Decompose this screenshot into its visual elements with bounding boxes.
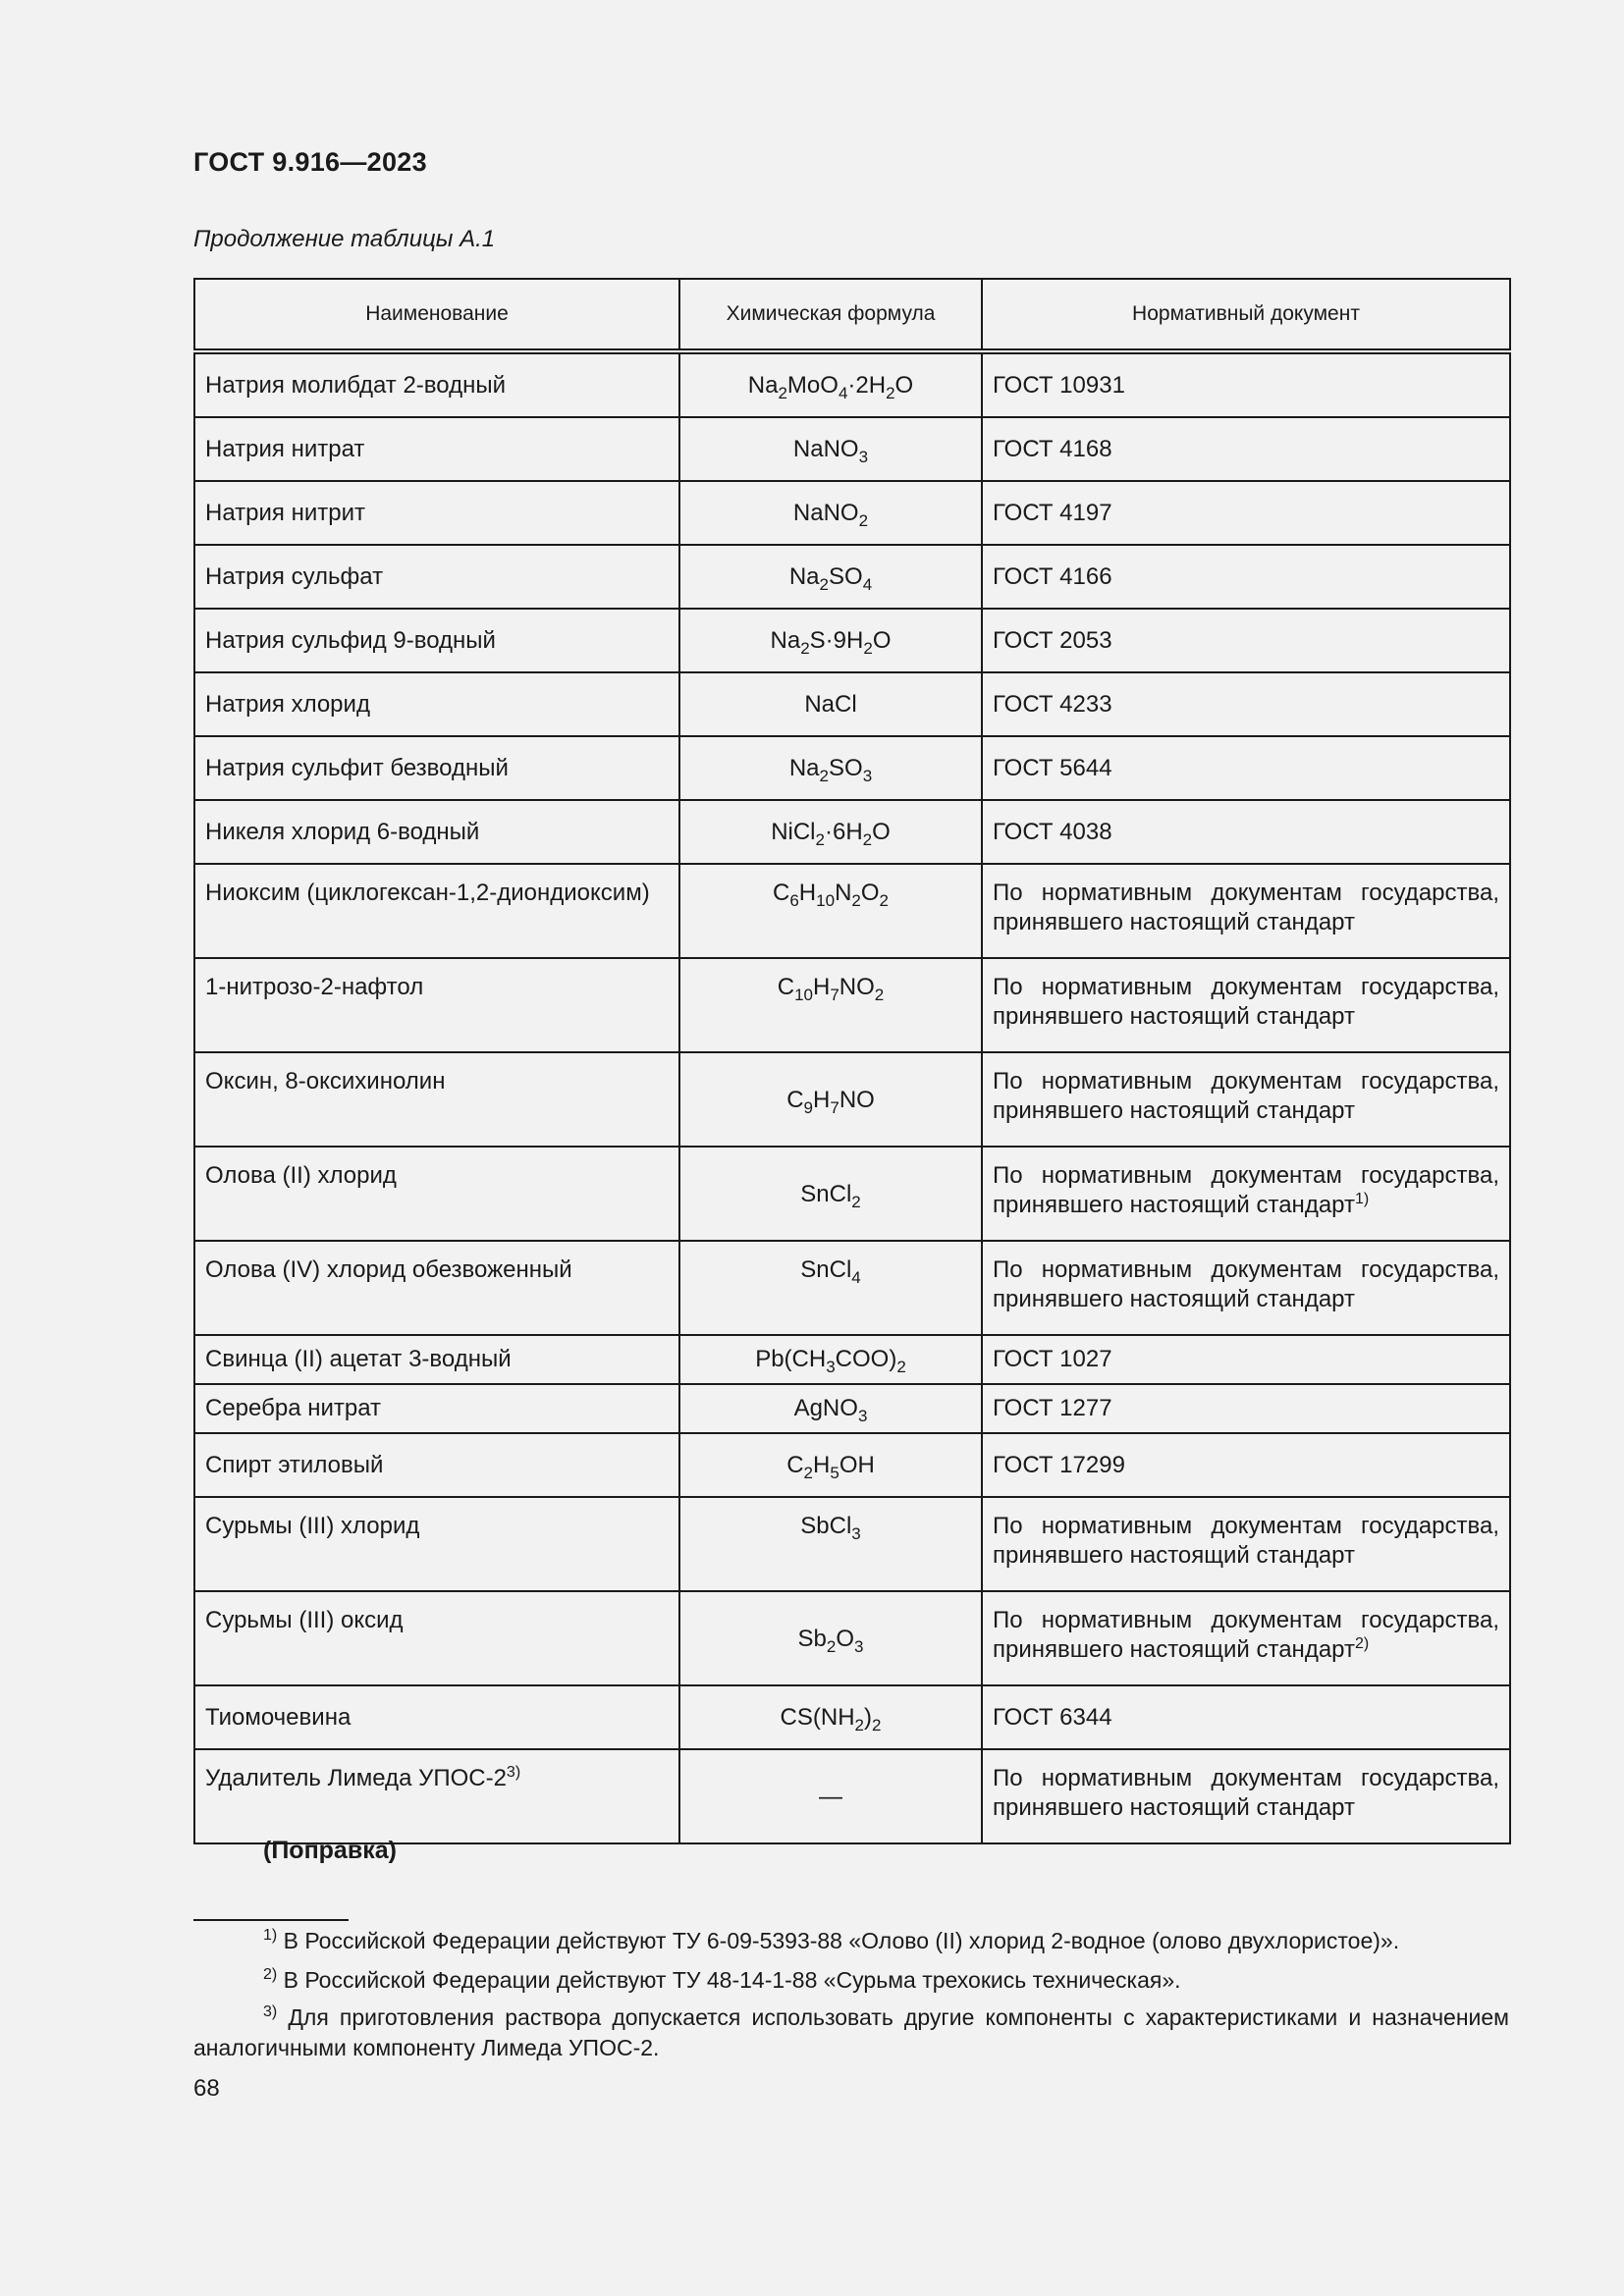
cell-document: ГОСТ 4166 — [982, 545, 1510, 609]
cell-name: Натрия сульфид 9-водный — [194, 609, 679, 672]
cell-document: ГОСТ 4168 — [982, 417, 1510, 481]
cell-name: Сурьмы (III) оксид — [194, 1591, 679, 1685]
column-header-name: Наименование — [194, 279, 679, 351]
document-header: ГОСТ 9.916—2023 — [193, 147, 427, 177]
cell-formula: SbCl$_3$ — [679, 1497, 982, 1591]
cell-formula: $C_9H_7NO$ — [679, 1052, 982, 1147]
footnote-text: В Российской Федерации действуют ТУ 6-09-5393-88 «Олово (II) хлорид 2-водное (олово двухлористое)». — [277, 1928, 1400, 1953]
cell-formula: $Na_2SO_4$ — [679, 545, 982, 609]
table-row — [194, 672, 1510, 736]
cell-name: Свинца (II) ацетат 3-водный — [194, 1335, 679, 1384]
cell-name: Тиомочевина — [194, 1685, 679, 1749]
footnote-3 — [193, 2002, 1509, 2063]
cell-formula: $CS(NH_2)_2$ — [679, 1685, 982, 1749]
footnote-ref: 3) — [506, 1764, 521, 1781]
table-row — [194, 1147, 1510, 1241]
cell-name: Натрия сульфат — [194, 545, 679, 609]
cell-name: 1-нитрозо-2-нафтол — [194, 958, 679, 1052]
cell-name: Серебра нитрат — [194, 1384, 679, 1433]
amendment-note: (Поправка) — [263, 1837, 397, 1864]
cell-document: По нормативным документам государства, принявшего настоящий стандарт — [982, 864, 1510, 958]
document-text: По нормативным документам государства, принявшего настоящий стандарт — [993, 1607, 1499, 1663]
cell-name: Натрия нитрат — [194, 417, 679, 481]
cell-document — [982, 1591, 1510, 1685]
table-row — [194, 351, 1510, 417]
column-header-document: Нормативный документ — [982, 279, 1510, 351]
cell-formula: $Pb(CH_3COO)_2$ — [679, 1335, 982, 1384]
table-row — [194, 800, 1510, 864]
footnote-mark: 2) — [263, 1966, 278, 1983]
cell-formula: $C_6H_{10}N_2O_2$ — [679, 864, 982, 958]
footnote-mark: 3) — [263, 2003, 278, 2020]
document-text: По нормативным документам государства, принявшего настоящий стандарт — [993, 1162, 1499, 1218]
cell-document: По нормативным документам государства, принявшего настоящий стандарт — [982, 1749, 1510, 1843]
cell-formula: — — [679, 1749, 982, 1843]
cell-name — [194, 1749, 679, 1843]
table-row — [194, 481, 1510, 545]
cell-name: Олова (II) хлорид — [194, 1147, 679, 1241]
cell-formula: NaCl — [679, 672, 982, 736]
footnote-ref: 1) — [1354, 1191, 1370, 1207]
cell-formula: $Na_2SO_3$ — [679, 736, 982, 800]
table-row — [194, 1384, 1510, 1433]
table-row — [194, 1749, 1510, 1843]
footnote-text: В Российской Федерации действуют ТУ 48-14-1-88 «Сурьма трехокись техническая». — [277, 1967, 1181, 1993]
page-number: 68 — [193, 2075, 220, 2102]
cell-formula: SnCl$_4$ — [679, 1241, 982, 1335]
cell-formula: NaNO$_2$ — [679, 481, 982, 545]
cell-document: ГОСТ 6344 — [982, 1685, 1510, 1749]
cell-document: ГОСТ 5644 — [982, 736, 1510, 800]
cell-document: По нормативным документам государства, принявшего настоящий стандарт — [982, 1052, 1510, 1147]
table-row — [194, 1433, 1510, 1497]
cell-name: Ниоксим (циклогексан-1,2-диондиоксим) — [194, 864, 679, 958]
table-row — [194, 1685, 1510, 1749]
table-row — [194, 545, 1510, 609]
table-row — [194, 1591, 1510, 1685]
cell-document: По нормативным документам государства, принявшего настоящий стандарт — [982, 958, 1510, 1052]
cell-name: Натрия молибдат 2-водный — [194, 351, 679, 417]
cell-document: ГОСТ 4038 — [982, 800, 1510, 864]
cell-document: По нормативным документам государства, принявшего настоящий стандарт — [982, 1497, 1510, 1591]
cell-formula: $NiCl_2\cdot 6H_2O$ — [679, 800, 982, 864]
cell-formula: $Na_2S\cdot 9H_2O$ — [679, 609, 982, 672]
cell-formula: $Sb_2O_3$ — [679, 1591, 982, 1685]
table-row — [194, 864, 1510, 958]
table-caption: Продолжение таблицы А.1 — [193, 226, 496, 252]
cell-document — [982, 1147, 1510, 1241]
table-row — [194, 1335, 1510, 1384]
cell-name: Олова (IV) хлорид обезвоженный — [194, 1241, 679, 1335]
cell-name: Натрия сульфит безводный — [194, 736, 679, 800]
footnote-ref: 2) — [1354, 1635, 1370, 1652]
footnote-mark: 1) — [263, 1927, 278, 1944]
cell-document: ГОСТ 1277 — [982, 1384, 1510, 1433]
cell-name: Оксин, 8-оксихинолин — [194, 1052, 679, 1147]
cell-formula: $C_{10}H_7NO_2$ — [679, 958, 982, 1052]
cell-formula: AgNO$_3$ — [679, 1384, 982, 1433]
footnote-1 — [193, 1926, 1509, 1956]
table-header-row — [194, 279, 1510, 351]
cell-name: Сурьмы (III) хлорид — [194, 1497, 679, 1591]
cell-document: ГОСТ 10931 — [982, 351, 1510, 417]
cell-formula: $Na_2MoO_4\cdot 2H_2O$ — [679, 351, 982, 417]
cell-document: ГОСТ 1027 — [982, 1335, 1510, 1384]
cell-formula: SnCl$_2$ — [679, 1147, 982, 1241]
cell-document: По нормативным документам государства, принявшего настоящий стандарт — [982, 1241, 1510, 1335]
cell-formula: NaNO$_3$ — [679, 417, 982, 481]
column-header-formula: Химическая формула — [679, 279, 982, 351]
table-row — [194, 1052, 1510, 1147]
cell-name: Никеля хлорид 6-водный — [194, 800, 679, 864]
cell-name: Натрия нитрит — [194, 481, 679, 545]
reagents-table — [193, 278, 1511, 1844]
name-text: Удалитель Лимеда УПОС-2 — [205, 1765, 507, 1791]
table-row — [194, 609, 1510, 672]
table-row — [194, 417, 1510, 481]
cell-name: Натрия хлорид — [194, 672, 679, 736]
cell-document: ГОСТ 17299 — [982, 1433, 1510, 1497]
cell-document: ГОСТ 2053 — [982, 609, 1510, 672]
footnote-2 — [193, 1965, 1509, 1996]
table-row — [194, 958, 1510, 1052]
footnote-divider — [193, 1919, 349, 1921]
table-row — [194, 736, 1510, 800]
table-row — [194, 1241, 1510, 1335]
cell-formula: $C_2H_5OH$ — [679, 1433, 982, 1497]
cell-name: Спирт этиловый — [194, 1433, 679, 1497]
footnote-text: Для приготовления раствора допускается использовать другие компоненты с характеристиками и назначением аналогичными компоненту Лимеда УПОС-2. — [193, 2004, 1509, 2060]
table-row — [194, 1497, 1510, 1591]
cell-document: ГОСТ 4197 — [982, 481, 1510, 545]
cell-document: ГОСТ 4233 — [982, 672, 1510, 736]
